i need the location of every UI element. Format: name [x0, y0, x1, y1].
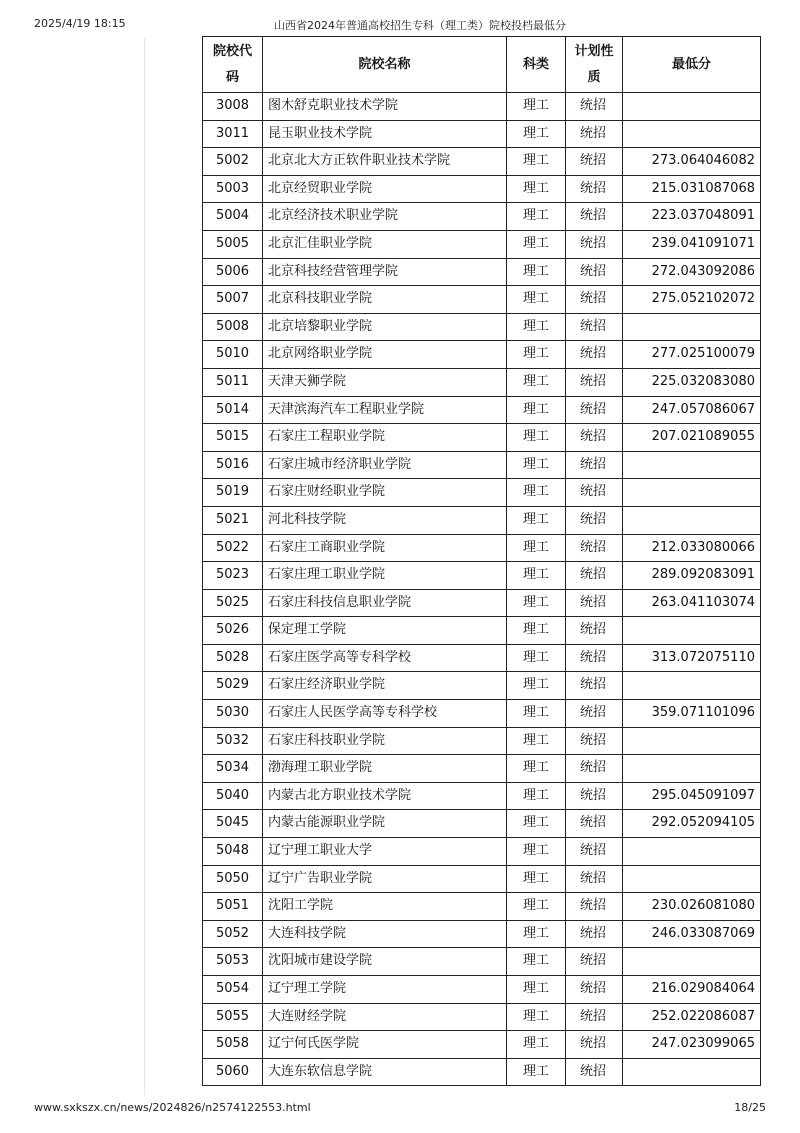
cell-type: 理工	[507, 1058, 566, 1086]
cell-school-name: 石家庄人民医学高等专科学校	[263, 700, 507, 728]
cell-school-name: 石家庄工商职业学院	[263, 534, 507, 562]
cell-school-name: 内蒙古能源职业学院	[263, 810, 507, 838]
table-row	[203, 948, 761, 976]
table-row	[203, 1003, 761, 1031]
print-datetime: 2025/4/19 18:15	[34, 17, 126, 30]
page-title: 山西省2024年普通高校招生专科（理工类）院校投档最低分	[274, 19, 566, 32]
table-row	[203, 727, 761, 755]
cell-school-name: 辽宁何氏医学院	[263, 1031, 507, 1059]
table-row	[203, 755, 761, 783]
table-header-row	[203, 37, 761, 93]
cell-min-score	[623, 865, 761, 893]
table-row	[203, 341, 761, 369]
cell-nature: 统招	[566, 313, 623, 341]
cell-nature: 统招	[566, 755, 623, 783]
table-row	[203, 120, 761, 148]
cell-school-name: 图木舒克职业技术学院	[263, 93, 507, 121]
cell-code: 5015	[203, 424, 263, 452]
cell-code: 5021	[203, 506, 263, 534]
cell-code: 5029	[203, 672, 263, 700]
table-body	[203, 93, 761, 1086]
cell-min-score	[623, 617, 761, 645]
cell-school-name: 石家庄医学高等专科学校	[263, 644, 507, 672]
cell-type: 理工	[507, 341, 566, 369]
cell-school-name: 保定理工学院	[263, 617, 507, 645]
cell-type: 理工	[507, 203, 566, 231]
cell-type: 理工	[507, 175, 566, 203]
cell-school-name: 石家庄科技职业学院	[263, 727, 507, 755]
cell-school-name: 天津滨海汽车工程职业学院	[263, 396, 507, 424]
table-row	[203, 93, 761, 121]
cell-school-name: 北京汇佳职业学院	[263, 230, 507, 258]
cell-school-name: 沈阳工学院	[263, 893, 507, 921]
cell-min-score: 223.037048091	[623, 203, 761, 231]
cell-school-name: 石家庄工程职业学院	[263, 424, 507, 452]
cell-nature: 统招	[566, 1003, 623, 1031]
table-row	[203, 672, 761, 700]
cell-code: 5022	[203, 534, 263, 562]
table-row	[203, 203, 761, 231]
cell-nature: 统招	[566, 479, 623, 507]
cell-type: 理工	[507, 230, 566, 258]
cell-min-score	[623, 313, 761, 341]
cell-code: 5060	[203, 1058, 263, 1086]
cell-min-score: 263.041103074	[623, 589, 761, 617]
cell-school-name: 天津天狮学院	[263, 368, 507, 396]
cell-type: 理工	[507, 948, 566, 976]
cell-nature: 统招	[566, 368, 623, 396]
cell-school-name: 辽宁广告职业学院	[263, 865, 507, 893]
table-row	[203, 534, 761, 562]
cell-code: 5008	[203, 313, 263, 341]
table-row	[203, 782, 761, 810]
table-row	[203, 562, 761, 590]
table-row	[203, 451, 761, 479]
cell-school-name: 大连东软信息学院	[263, 1058, 507, 1086]
cell-type: 理工	[507, 1031, 566, 1059]
cell-min-score	[623, 755, 761, 783]
cell-type: 理工	[507, 700, 566, 728]
cell-code: 5028	[203, 644, 263, 672]
cell-code: 5040	[203, 782, 263, 810]
cell-nature: 统招	[566, 920, 623, 948]
table-row	[203, 286, 761, 314]
cell-min-score: 216.029084064	[623, 976, 761, 1004]
cell-code: 5034	[203, 755, 263, 783]
cell-nature: 统招	[566, 948, 623, 976]
cell-school-name: 石家庄财经职业学院	[263, 479, 507, 507]
cell-nature: 统招	[566, 203, 623, 231]
cell-nature: 统招	[566, 672, 623, 700]
cell-nature: 统招	[566, 424, 623, 452]
cell-min-score: 277.025100079	[623, 341, 761, 369]
cell-school-name: 石家庄科技信息职业学院	[263, 589, 507, 617]
cell-code: 5007	[203, 286, 263, 314]
cell-min-score: 295.045091097	[623, 782, 761, 810]
cell-min-score: 313.072075110	[623, 644, 761, 672]
header-code: 院校代码	[203, 37, 263, 93]
cell-type: 理工	[507, 644, 566, 672]
cell-code: 5019	[203, 479, 263, 507]
cell-code: 5045	[203, 810, 263, 838]
cell-min-score: 272.043092086	[623, 258, 761, 286]
cell-min-score: 239.041091071	[623, 230, 761, 258]
cell-nature: 统招	[566, 838, 623, 866]
cell-min-score	[623, 838, 761, 866]
cell-min-score: 289.092083091	[623, 562, 761, 590]
cell-school-name: 大连科技学院	[263, 920, 507, 948]
cell-code: 5051	[203, 893, 263, 921]
cell-type: 理工	[507, 672, 566, 700]
cell-type: 理工	[507, 920, 566, 948]
cell-type: 理工	[507, 865, 566, 893]
cell-code: 5010	[203, 341, 263, 369]
cell-school-name: 大连财经学院	[263, 1003, 507, 1031]
cell-school-name: 北京科技经营管理学院	[263, 258, 507, 286]
cell-nature: 统招	[566, 286, 623, 314]
cell-type: 理工	[507, 506, 566, 534]
cell-code: 5006	[203, 258, 263, 286]
cell-type: 理工	[507, 562, 566, 590]
cell-type: 理工	[507, 451, 566, 479]
table-row	[203, 838, 761, 866]
cell-nature: 统招	[566, 782, 623, 810]
cell-nature: 统招	[566, 810, 623, 838]
cell-min-score: 247.023099065	[623, 1031, 761, 1059]
table-row	[203, 589, 761, 617]
page-number: 18/25	[734, 1101, 766, 1114]
cell-code: 5005	[203, 230, 263, 258]
cell-code: 5054	[203, 976, 263, 1004]
cell-code: 5004	[203, 203, 263, 231]
cell-nature: 统招	[566, 562, 623, 590]
cell-code: 3011	[203, 120, 263, 148]
cell-min-score: 225.032083080	[623, 368, 761, 396]
table-row	[203, 148, 761, 176]
table-row	[203, 700, 761, 728]
cell-type: 理工	[507, 617, 566, 645]
cell-type: 理工	[507, 286, 566, 314]
cell-nature: 统招	[566, 1031, 623, 1059]
cell-type: 理工	[507, 258, 566, 286]
cell-min-score	[623, 451, 761, 479]
header-score: 最低分	[623, 37, 761, 93]
cell-type: 理工	[507, 727, 566, 755]
cell-type: 理工	[507, 479, 566, 507]
cell-school-name: 石家庄城市经济职业学院	[263, 451, 507, 479]
table-row	[203, 396, 761, 424]
cell-code: 5025	[203, 589, 263, 617]
cell-nature: 统招	[566, 120, 623, 148]
cell-code: 5032	[203, 727, 263, 755]
cell-school-name: 辽宁理工职业大学	[263, 838, 507, 866]
cell-nature: 统招	[566, 175, 623, 203]
cell-code: 5016	[203, 451, 263, 479]
cell-min-score: 207.021089055	[623, 424, 761, 452]
cell-min-score: 215.031087068	[623, 175, 761, 203]
cell-code: 5053	[203, 948, 263, 976]
cell-code: 5055	[203, 1003, 263, 1031]
cell-min-score: 212.033080066	[623, 534, 761, 562]
table-row	[203, 506, 761, 534]
cell-type: 理工	[507, 120, 566, 148]
cell-min-score	[623, 1058, 761, 1086]
cell-type: 理工	[507, 368, 566, 396]
cell-type: 理工	[507, 893, 566, 921]
cell-nature: 统招	[566, 258, 623, 286]
cell-school-name: 辽宁理工学院	[263, 976, 507, 1004]
cell-code: 5026	[203, 617, 263, 645]
table-row	[203, 976, 761, 1004]
cell-min-score	[623, 120, 761, 148]
cell-type: 理工	[507, 313, 566, 341]
cell-type: 理工	[507, 810, 566, 838]
cell-school-name: 北京经贸职业学院	[263, 175, 507, 203]
table-row	[203, 230, 761, 258]
cell-min-score: 230.026081080	[623, 893, 761, 921]
admission-scores-table	[202, 36, 761, 1086]
cell-code: 5003	[203, 175, 263, 203]
table-row	[203, 258, 761, 286]
table-row	[203, 175, 761, 203]
cell-nature: 统招	[566, 148, 623, 176]
cell-min-score: 246.033087069	[623, 920, 761, 948]
cell-school-name: 北京网络职业学院	[263, 341, 507, 369]
cell-nature: 统招	[566, 534, 623, 562]
cell-school-name: 内蒙古北方职业技术学院	[263, 782, 507, 810]
cell-school-name: 河北科技学院	[263, 506, 507, 534]
header-name: 院校名称	[263, 37, 507, 93]
cell-code: 5023	[203, 562, 263, 590]
table-row	[203, 313, 761, 341]
cell-code: 5002	[203, 148, 263, 176]
cell-min-score: 273.064046082	[623, 148, 761, 176]
table-row	[203, 893, 761, 921]
cell-school-name: 渤海理工职业学院	[263, 755, 507, 783]
cell-school-name: 北京北大方正软件职业技术学院	[263, 148, 507, 176]
cell-nature: 统招	[566, 93, 623, 121]
header-nature: 计划性质	[566, 37, 623, 93]
cell-nature: 统招	[566, 727, 623, 755]
table-row	[203, 920, 761, 948]
cell-school-name: 北京经济技术职业学院	[263, 203, 507, 231]
cell-type: 理工	[507, 589, 566, 617]
cell-code: 5014	[203, 396, 263, 424]
table-row	[203, 644, 761, 672]
cell-type: 理工	[507, 424, 566, 452]
cell-nature: 统招	[566, 893, 623, 921]
cell-type: 理工	[507, 755, 566, 783]
cell-nature: 统招	[566, 230, 623, 258]
cell-type: 理工	[507, 93, 566, 121]
table-row	[203, 1031, 761, 1059]
table-row	[203, 617, 761, 645]
cell-type: 理工	[507, 782, 566, 810]
cell-type: 理工	[507, 148, 566, 176]
cell-code: 5048	[203, 838, 263, 866]
margin-divider	[144, 38, 145, 1095]
cell-min-score	[623, 506, 761, 534]
cell-type: 理工	[507, 976, 566, 1004]
cell-min-score: 359.071101096	[623, 700, 761, 728]
cell-nature: 统招	[566, 1058, 623, 1086]
cell-school-name: 石家庄理工职业学院	[263, 562, 507, 590]
cell-nature: 统招	[566, 396, 623, 424]
header-type: 科类	[507, 37, 566, 93]
cell-code: 3008	[203, 93, 263, 121]
cell-min-score	[623, 479, 761, 507]
cell-code: 5050	[203, 865, 263, 893]
cell-school-name: 昆玉职业技术学院	[263, 120, 507, 148]
cell-min-score: 275.052102072	[623, 286, 761, 314]
cell-min-score: 252.022086087	[623, 1003, 761, 1031]
cell-school-name: 沈阳城市建设学院	[263, 948, 507, 976]
page-url: www.sxkszx.cn/news/2024826/n2574122553.html	[34, 1101, 311, 1114]
cell-type: 理工	[507, 838, 566, 866]
cell-nature: 统招	[566, 506, 623, 534]
cell-nature: 统招	[566, 617, 623, 645]
cell-code: 5058	[203, 1031, 263, 1059]
cell-nature: 统招	[566, 644, 623, 672]
cell-nature: 统招	[566, 589, 623, 617]
cell-school-name: 北京培黎职业学院	[263, 313, 507, 341]
cell-code: 5052	[203, 920, 263, 948]
table-row	[203, 424, 761, 452]
cell-type: 理工	[507, 1003, 566, 1031]
cell-min-score: 292.052094105	[623, 810, 761, 838]
cell-nature: 统招	[566, 451, 623, 479]
cell-type: 理工	[507, 534, 566, 562]
cell-min-score	[623, 672, 761, 700]
table-row	[203, 479, 761, 507]
cell-school-name: 石家庄经济职业学院	[263, 672, 507, 700]
cell-min-score	[623, 93, 761, 121]
cell-school-name: 北京科技职业学院	[263, 286, 507, 314]
table-row	[203, 1058, 761, 1086]
cell-min-score: 247.057086067	[623, 396, 761, 424]
cell-type: 理工	[507, 396, 566, 424]
cell-code: 5030	[203, 700, 263, 728]
table-row	[203, 865, 761, 893]
cell-nature: 统招	[566, 341, 623, 369]
cell-code: 5011	[203, 368, 263, 396]
cell-nature: 统招	[566, 865, 623, 893]
cell-nature: 统招	[566, 700, 623, 728]
cell-nature: 统招	[566, 976, 623, 1004]
cell-min-score	[623, 948, 761, 976]
table-row	[203, 810, 761, 838]
cell-min-score	[623, 727, 761, 755]
table-row	[203, 368, 761, 396]
